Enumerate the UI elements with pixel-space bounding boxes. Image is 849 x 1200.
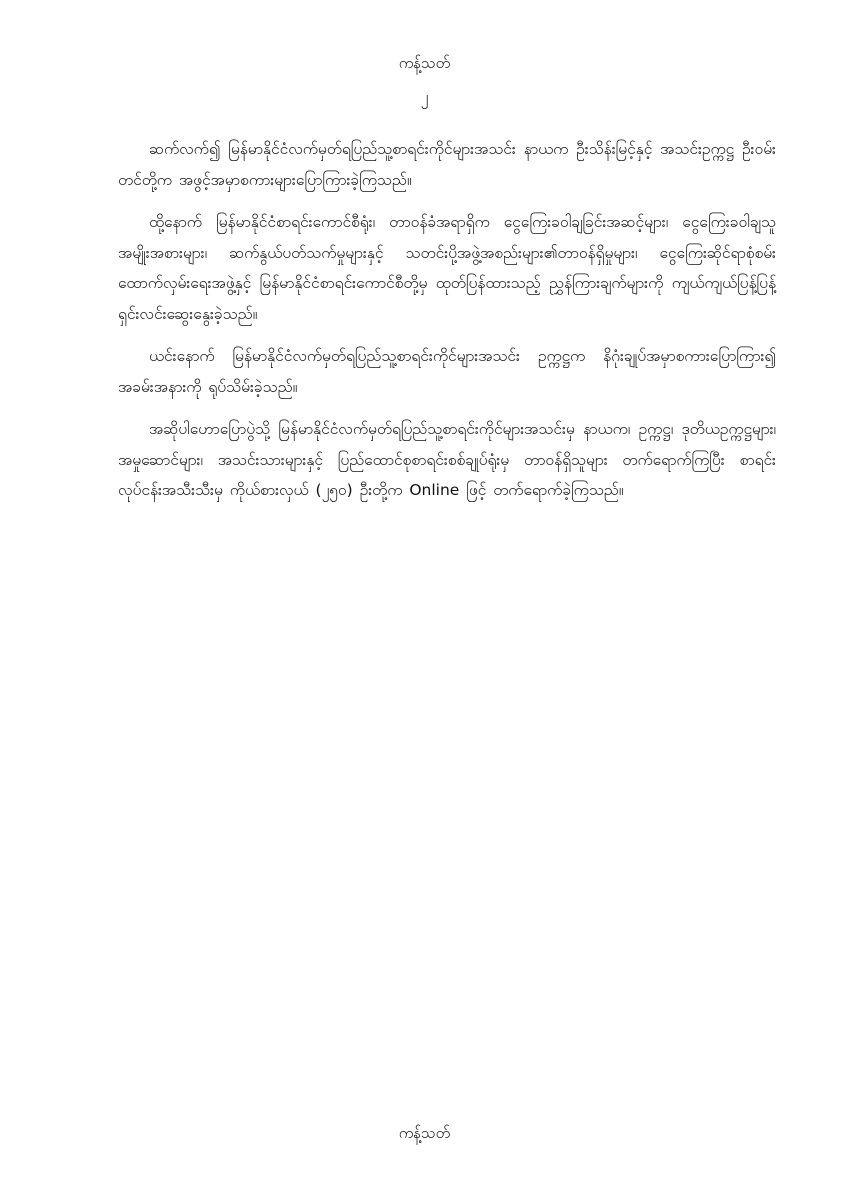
paragraph-briefing: ထို့နောက် မြန်မာနိုင်ငံစာရင်းကောင်စီရုံး၊ တာဝန်ခံအရာရှိက ငွေကြေးခဝါချခြင်းအဆင့်များ၊ ငွေကြေးခဝါချသူအမျိုးအစားများ၊ ဆက်နွယ်ပတ်သက်မှုများနှင့် သတင်းပို့အဖွဲ့အစည်းများ၏တာဝန်ရှိမှုများ၊ ငွေကြေးဆိုင်ရာစုံစမ်းထောက်လှမ်းရေးအဖွဲ့နှင့် မြန်မာနိုင်ငံစာရင်းကောင်စီတို့မှ ထုတ်ပြန်ထားသည့် ညွှန်ကြားချက်များကို ကျယ်ကျယ်ပြန့်ပြန့် ရှင်းလင်းဆွေးနွေးခဲ့သည်။ bbox=[118, 213, 776, 323]
document-body bbox=[118, 134, 776, 518]
paragraph-attendance: အဆိုပါဟောပြောပွဲသို့ မြန်မာနိုင်ငံလက်မှတ်ရပြည်သူ့စာရင်းကိုင်များအသင်းမှ နာယက၊ ဥက္ကဋ္ဌ၊ ဒုတိယဥက္ကဋ္ဌများ၊ အမှုဆောင်များ၊ အသင်းသားများနှင့် ပြည်ထောင်စုစာရင်းစစ်ချုပ်ရုံးမှ တာဝန်ရှိသူများ တက်ရောက်ကြပြီး စာရင်းလုပ်ငန်းအသီးသီးမှ ကိုယ်စားလှယ် (၂၅၀) ဦးတို့က Online ဖြင့် တက်ရောက်ခဲ့ကြသည်။ bbox=[118, 420, 776, 499]
classification-footer: ကန့်သတ် bbox=[398, 1124, 451, 1142]
paragraph-opening-speeches: ဆက်လက်၍ မြန်မာနိုင်ငံလက်မှတ်ရပြည်သူ့စာရင်းကိုင်များအသင်း နာယက ဦးသိန်းမြင့်နှင့် အသင်းဥက္ကဋ္ဌ ဦးဝမ်းတင်တို့က အဖွင့်အမှာစကားများပြောကြားခဲ့ကြသည်။ bbox=[118, 140, 776, 189]
paragraph-closing-speech: ယင်းနောက် မြန်မာနိုင်ငံလက်မှတ်ရပြည်သူ့စာရင်းကိုင်များအသင်း ဥက္ကဋ္ဌက နိဂုံးချုပ်အမှာစကားပြောကြား၍ အခမ်းအနားကို ရုပ်သိမ်းခဲ့သည်။ bbox=[118, 347, 776, 396]
classification-header: ကန့်သတ် bbox=[398, 54, 451, 72]
page-number: ၂ bbox=[420, 87, 429, 106]
